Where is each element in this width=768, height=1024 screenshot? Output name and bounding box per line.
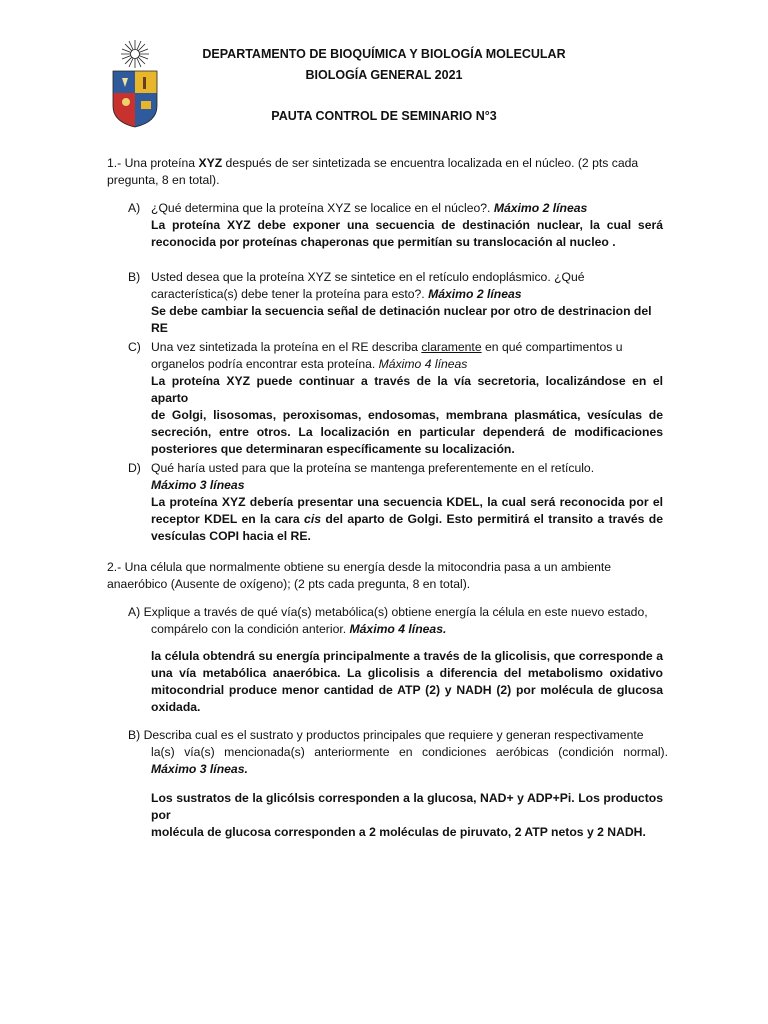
q2b-answer-line2: molécula de glucosa corresponden a 2 moléculas de piruvato, 2 ATP netos y 2 NADH. (151, 825, 646, 839)
q2a-answer-line2: una vía metabólica anaeróbica. La glicolisis a diferencia del metabolismo oxidativo (151, 666, 663, 680)
q1c-question-a: Una vez sintetizada la proteína en el RE describa (151, 340, 422, 354)
q1c-question-emphasis: claramente (421, 340, 482, 354)
q1b-limit: Máximo 2 líneas (428, 287, 522, 301)
q1-protein-name: XYZ (198, 156, 223, 170)
q1a-limit: Máximo 2 líneas (493, 201, 588, 215)
q1-intro-text: 1.- Una proteína (107, 156, 199, 170)
q2-intro-line2: anaeróbico (Ausente de oxígeno); (2 pts cada pregunta, 8 en total). (107, 577, 471, 591)
q1d-limit: Máximo 3 líneas (151, 478, 245, 492)
q1c-answer-line3: secreción, entre otros. La localización en particular dependerá de modificaciones (151, 425, 663, 439)
q2b-question-line2: la(s) vía(s) mencionada(s) anteriormente en condiciones aeróbicas (condición normal). (151, 745, 668, 759)
q1c-limit: Máximo 4 líneas (378, 357, 468, 371)
q1c-answer-line4: posteriores que determinaran específicamente su localización. (151, 442, 515, 456)
q2a-question-line2: compárelo con la condición anterior. (151, 622, 350, 636)
q1a-answer-line2: reconocida por proteínas chaperonas que permitían su translocación al nucleo . (151, 235, 616, 249)
q2b-limit: Máximo 3 líneas. (151, 762, 248, 776)
course-title: BIOLOGÍA GENERAL 2021 (305, 68, 463, 82)
q1d-marker: D) (128, 461, 141, 475)
question-1b (128, 269, 663, 337)
question-1d (128, 460, 663, 545)
q1c-marker: C) (128, 340, 141, 354)
q1-intro-line2: pregunta, 8 en total). (107, 173, 220, 187)
q2b-answer-line1: Los sustratos de la glicólsis corresponden a la glucosa, NAD+ y ADP+Pi. Los productos por (151, 791, 663, 822)
document-title: PAUTA CONTROL DE SEMINARIO N°3 (271, 109, 497, 123)
department-title: DEPARTAMENTO DE BIOQUÍMICA Y BIOLOGÍA MOLECULAR (202, 47, 566, 61)
q2b-answer (151, 790, 663, 841)
q2a-answer-line1: la célula obtendrá su energía principalmente a través de la glicolisis, que corresponde a (151, 649, 663, 663)
q1b-answer: Se debe cambiar la secuencia señal de detinación nuclear por otro de destrinacion del RE (151, 304, 652, 335)
q2a-answer-line4: oxidada. (151, 700, 201, 714)
q1c-question-line2: organelos podría encontrar esta proteína. (151, 357, 379, 371)
question-2a (128, 604, 668, 638)
question-1a (128, 200, 663, 251)
question-1-intro (107, 155, 667, 189)
q1c-question-c: en qué compartimentos u (481, 340, 623, 354)
question-1c (128, 339, 663, 458)
q1c-answer-line2: de Golgi, lisosomas, peroxisomas, endosomas, membrana plasmática, vesículas de (151, 408, 663, 422)
q2b-question-line1: B) Describa cual es el sustrato y productos principales que requiere y generan respectivamente (128, 728, 644, 742)
q1-intro-rest: después de ser sintetizada se encuentra localizada en el núcleo. (2 pts cada (222, 156, 639, 170)
q1d-question: Qué haría usted para que la proteína se mantenga preferentemente en el retículo. (151, 461, 595, 475)
q1d-answer-line2a: receptor KDEL en la cara (151, 512, 305, 526)
q1d-answer-cis: cis (304, 512, 321, 526)
q1b-question-line1: Usted desea que la proteína XYZ se sintetice en el retículo endoplásmico. ¿Qué (151, 270, 585, 284)
q1a-question: ¿Qué determina que la proteína XYZ se localice en el núcleo?. (151, 201, 494, 215)
q2a-answer (151, 648, 663, 716)
q2-intro-line1: 2.- Una célula que normalmente obtiene su energía desde la mitocondria pasa a un ambiente (107, 560, 612, 574)
q1d-answer-line3: vesículas COPI hacia el RE. (151, 529, 311, 543)
q1d-answer-line1: La proteína XYZ debería presentar una secuencia KDEL, la cual será reconocida por el (151, 495, 663, 509)
q1c-answer-line1: La proteína XYZ puede continuar a través de la vía secretoria, localizándose en el aparto (151, 374, 663, 405)
q1d-answer-line2c: del aparto de Golgi. Esto permitirá el transito a través de (321, 512, 664, 526)
q1b-marker: B) (128, 270, 141, 284)
q2a-question-line1: A) Explique a través de qué vía(s) metabólica(s) obtiene energía la célula en este nuevo estado, (128, 605, 648, 619)
q1b-question-line2: característica(s) debe tener la proteína para esto?. (151, 287, 429, 301)
q2a-limit: Máximo 4 líneas. (349, 622, 447, 636)
question-2b (128, 727, 668, 778)
question-2-intro (107, 559, 667, 593)
q2a-answer-line3: mitocondrial produce menor cantidad de ATP (2) y NADH (2) por molécula de glucosa (151, 683, 663, 697)
q1a-answer-line1: La proteína XYZ debe exponer una secuencia de destinación nuclear, la cual será (151, 218, 663, 232)
q1a-marker: A) (128, 201, 141, 215)
